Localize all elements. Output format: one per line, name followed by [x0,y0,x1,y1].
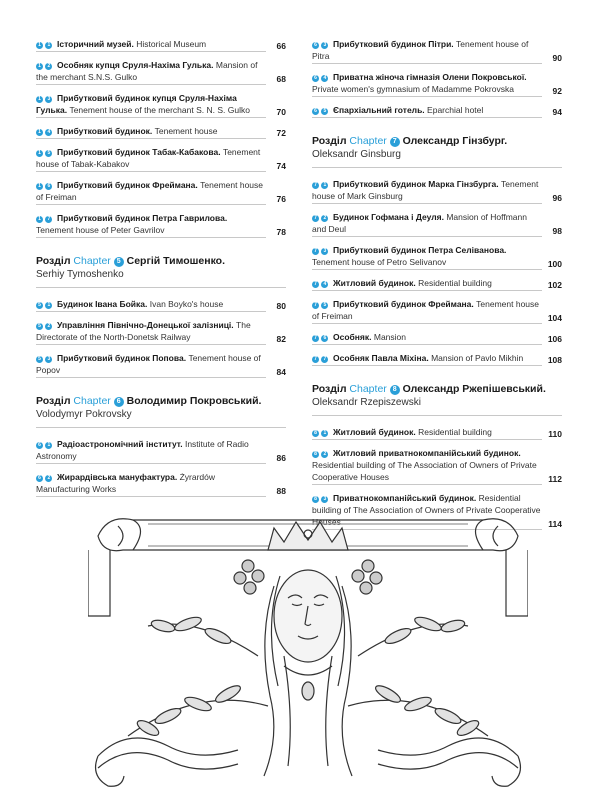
entry-title-ua: Будинок Івана Бойка. [57,299,148,309]
entry-title-en: Tenement house of Pitra [312,39,529,61]
entry-title-en: Tenement house of Mark Ginsburg [312,179,539,201]
toc-entry-text [312,331,542,343]
number-circle-icon: 4 [321,281,328,288]
chapter-author: Олександр Гінзбург. [402,135,508,147]
entry-title-en: Mansion of the merchant S.N.S. Gulko [36,60,258,82]
number-circle-icon: 8 [312,496,319,503]
chapter-word-ua: Розділ [312,135,347,147]
toc-entry[interactable] [36,352,286,378]
toc-entry-text [312,298,542,322]
entry-title-ua: Прибутковий будинок Попова. [57,353,187,363]
entry-title-ua: Прибутковий будинок. [57,126,153,136]
chapter-word-ua: Розділ [36,255,71,267]
number-circle-icon: 5 [36,302,43,309]
dotted-leader [36,377,266,378]
number-circle-icon: 2 [45,323,52,330]
number-circle-icon: 7 [312,281,319,288]
chapter-word-en: Chapter [73,395,111,407]
dotted-leader [36,463,266,464]
page-number: 104 [547,313,562,323]
chapter-heading [36,394,286,428]
number-circle-icon: 6 [312,108,319,115]
number-circle-icon: 7 [312,248,319,255]
entry-title-en: Mansion of Hoffmann and Deul [312,212,527,234]
number-circle-icon: 5 [321,302,328,309]
number-circle-icon: 3 [321,248,328,255]
toc-entry-text [312,38,542,62]
toc-entry-text [36,125,266,137]
number-circle-icon: 5 [321,108,328,115]
number-circle-icon: 1 [45,42,52,49]
entry-title-ua: Управління Північно-Донецької залізниці. [57,320,234,330]
chapter-heading [312,134,562,168]
page-number: 110 [548,429,562,439]
chapter-heading [36,254,286,288]
number-circle-icon: 2 [321,451,328,458]
entry-number [36,38,57,50]
entry-number [312,426,333,438]
toc-entry[interactable] [312,277,562,291]
entry-number [36,298,57,310]
page-number: 66 [276,41,286,51]
entry-title-en: Residential building of The Association of Owners of Private Cooperative Houses [312,460,537,482]
number-circle-icon: 3 [45,356,52,363]
toc-entry[interactable] [36,179,286,205]
number-circle-icon: 7 [312,182,319,189]
entry-title-ua: Прибутковий будинок Петра Селіванова. [333,245,507,255]
toc-entry-text [312,352,542,364]
chapter-title [312,134,562,148]
entry-title-ua: Жирардівська мануфактура. [57,472,178,482]
entry-number [36,125,57,137]
toc-entry[interactable] [36,38,286,52]
number-circle-icon: 3 [321,496,328,503]
entry-title-ua: Житловий приватнокомпанійський будинок. [333,448,521,458]
entry-title-en: Mansion [373,332,407,342]
number-circle-icon: 7 [45,216,52,223]
number-circle-icon: 1 [36,63,43,70]
page-number: 108 [547,355,562,365]
number-circle-icon: 2 [45,63,52,70]
dotted-leader [312,203,542,204]
number-circle-icon: 1 [45,442,52,449]
page-number: 96 [552,193,562,203]
entry-title-en: Tenement house of the merchant S. N. S. Gulko [69,105,250,115]
toc-entry-text [36,212,266,236]
chapter-title [36,394,286,408]
entry-title-ua: Прибутковий будинок Фреймана. [57,180,198,190]
chapter-title [36,254,286,268]
number-circle-icon: 6 [36,475,43,482]
entry-number [312,352,333,364]
toc-entry-text [36,298,266,310]
entry-title-ua: Прибутковий будинок Табак-Кабакова. [57,147,221,157]
number-circle-icon: 1 [45,302,52,309]
toc-entry[interactable] [36,212,286,238]
entry-title-en: Tenement house of Petro Selivanov [312,257,447,267]
chapter-author: Олександр Ржепішевський. [402,383,546,395]
entry-number [36,179,57,191]
toc-entry[interactable] [36,438,286,464]
page-number: 106 [547,334,562,344]
dotted-leader [312,439,542,440]
chapter-heading [312,382,562,416]
toc-entry[interactable] [312,178,562,204]
page-number: 98 [552,226,562,236]
toc-entry-text [36,38,266,50]
chapter-author-en: Volodymyr Pokrovsky [36,409,132,420]
toc-entry-text [312,447,542,483]
toc-entry-text [312,211,542,235]
entry-title-en: Institute of Radio Astronomy [36,439,249,461]
toc-entry[interactable] [312,331,562,345]
entry-title-ua: Особняк купця Сруля-Нахіма Гулька. [57,60,214,70]
number-circle-icon: 1 [36,96,43,103]
entry-number [36,92,57,104]
entry-number [36,212,57,224]
toc-entry[interactable] [312,244,562,270]
dotted-leader [312,323,542,324]
number-circle-icon: 1 [36,129,43,136]
toc-entry[interactable] [312,352,562,366]
number-circle-icon: 5 [36,356,43,363]
toc-entry[interactable] [312,447,562,485]
chapter-author-en: Oleksandr Rzepiszewski [312,397,421,408]
number-circle-icon: 5 [36,323,43,330]
number-circle-icon: 6 [321,335,328,342]
toc-entry[interactable] [36,298,286,312]
toc-entry-text [36,179,266,203]
page-number: 84 [276,367,286,377]
dotted-leader [36,496,266,497]
chapter-word-en: Chapter [73,255,111,267]
toc-entry[interactable] [312,298,562,324]
entry-number [36,438,57,450]
entry-title-ua: Прибутковий будинок купця Сруля-Нахіма Гулька. [36,93,237,115]
page-number: 76 [276,194,286,204]
dotted-leader [312,344,542,345]
dotted-leader [36,311,266,312]
chapter-word-ua: Розділ [312,383,347,395]
dotted-leader [312,96,542,97]
number-circle-icon: 3 [321,42,328,49]
entry-number [312,71,333,83]
entry-title-en: Eparchial hotel [427,105,484,115]
entry-number [36,59,57,71]
toc-entry[interactable] [312,71,562,97]
number-circle-icon: 8 [312,451,319,458]
dotted-leader [312,117,542,118]
entry-title-en: Residential building [418,278,492,288]
entry-number [312,298,333,310]
entry-title-en: Tenement house [154,126,218,136]
entry-title-en: Ivan Boyko's house [149,299,224,309]
number-circle-icon: 7 [321,356,328,363]
number-circle-icon: 4 [321,75,328,82]
toc-entry-text [36,319,266,343]
entry-title-ua: Житловий будинок. [333,278,416,288]
chapter-number-icon: 8 [390,385,400,395]
entry-title-ua: Прибутковий будинок Петра Гаврилова. [57,213,228,223]
entry-title-ua: Житловий будинок. [333,427,416,437]
page-number: 114 [548,519,562,529]
toc-entry[interactable] [36,471,286,497]
dotted-leader [36,51,266,52]
chapter-number-icon: 7 [390,137,400,147]
toc-entry-text [312,426,542,438]
entry-number [312,331,333,343]
entry-number [36,319,57,331]
entry-title-ua: Особняк Павла Міхіна. [333,353,429,363]
toc-entry-text [312,244,542,268]
entry-title-en: Tenement house of Popov [36,353,261,375]
entry-title-en: Residential building [418,427,492,437]
dotted-leader [36,138,266,139]
dotted-leader [36,344,266,345]
chapter-author: Володимир Покровський. [126,395,262,407]
number-circle-icon: 7 [312,215,319,222]
entry-title-ua: Історичний музей. [57,39,134,49]
entry-title-ua: Радіоастрономічний інститут. [57,439,183,449]
toc-entry-text [36,146,266,170]
chapter-word-en: Chapter [349,135,387,147]
entry-number [312,492,333,504]
toc-entry-text [312,277,542,289]
entry-number [312,104,333,116]
dotted-leader [312,365,542,366]
number-circle-icon: 1 [36,216,43,223]
entry-title-ua: Приватна жіноча гімназія Олени Покровської. [333,72,527,82]
entry-title-ua: Будинок Гофмана і Деуля. [333,212,444,222]
dotted-leader [312,484,542,485]
entry-title-en: Private women's gymnasium of Madamme Pokrovska [312,84,514,94]
page-number: 94 [552,107,562,117]
toc-entry-text [36,438,266,462]
entry-number [312,38,333,50]
toc-entry-text [36,59,266,83]
toc-entry[interactable] [312,211,562,237]
number-circle-icon: 1 [321,182,328,189]
page-number: 90 [552,53,562,63]
toc-entry-text [312,71,542,95]
entry-title-en: Tenement house of Freiman [36,180,264,202]
entry-number [312,447,333,459]
page-number: 86 [276,453,286,463]
entry-title-ua: Особняк. [333,332,372,342]
dotted-leader [36,171,266,172]
page-number: 72 [276,128,286,138]
entry-number [312,244,333,256]
entry-title-ua: Єпархіальний готель. [333,105,425,115]
dotted-leader [36,237,266,238]
toc-entry[interactable] [36,146,286,172]
entry-title-en: Żyrardów Manufacturing Works [36,472,216,494]
number-circle-icon: 1 [36,183,43,190]
page-number: 92 [552,86,562,96]
page-number: 82 [276,334,286,344]
toc-entry-text [36,352,266,376]
page-number: 102 [547,280,562,290]
toc-entry[interactable] [312,426,562,440]
toc-column-left [36,38,286,504]
dotted-leader [312,290,542,291]
chapter-word-en: Chapter [349,383,387,395]
toc-entry[interactable] [312,104,562,118]
page-number: 78 [276,227,286,237]
entry-number [36,471,57,483]
chapter-title [312,382,562,396]
entry-title-ua: Приватнокомпанійський будинок. [333,493,477,503]
entry-number [36,146,57,158]
toc-entry[interactable] [312,38,562,64]
toc-column-right [312,38,562,537]
number-circle-icon: 7 [312,302,319,309]
entry-title-en: Tenement house of Peter Gavrilov [36,225,165,235]
dotted-leader [36,204,266,205]
entry-title-en: The Directorate of the North-Donetsk Railway [36,320,251,342]
number-circle-icon: 1 [321,430,328,437]
chapter-number-icon: 5 [114,257,124,267]
dotted-leader [36,117,266,118]
dotted-leader [312,269,542,270]
page-number: 112 [548,474,562,484]
dotted-leader [312,236,542,237]
entry-title-en: Tenement house of Freiman [312,299,540,321]
number-circle-icon: 1 [36,42,43,49]
number-circle-icon: 6 [312,42,319,49]
number-circle-icon: 6 [45,183,52,190]
number-circle-icon: 8 [312,430,319,437]
number-circle-icon: 7 [312,356,319,363]
entry-title-ua: Прибутковий будинок Пітри. [333,39,454,49]
page-number: 70 [276,107,286,117]
dotted-leader [312,63,542,64]
toc-entry-text [36,92,266,116]
dotted-leader [36,84,266,85]
page-number: 88 [276,486,286,496]
number-circle-icon: 5 [45,150,52,157]
entry-title-en: Historical Museum [136,39,207,49]
page-number: 100 [547,259,562,269]
art-nouveau-face-ornament-icon [88,506,528,796]
chapter-author: Сергій Тимошенко. [126,255,226,267]
toc-entry-text [36,471,266,495]
entry-number [312,211,333,223]
toc-entry[interactable] [36,125,286,139]
page-number: 80 [276,301,286,311]
chapter-author-en: Serhiy Tymoshenko [36,269,124,280]
toc-entry[interactable] [36,319,286,345]
number-circle-icon: 4 [45,129,52,136]
toc-entry[interactable] [36,92,286,118]
toc-entry-text [312,104,542,116]
entry-title-ua: Прибутковий будинок Фреймана. [333,299,474,309]
entry-title-en: Tenement house of Tabak-Kabakov [36,147,261,169]
toc-entry-text [312,178,542,202]
entry-number [36,352,57,364]
chapter-word-ua: Розділ [36,395,71,407]
entry-number [312,277,333,289]
number-circle-icon: 2 [45,475,52,482]
entry-number [312,178,333,190]
number-circle-icon: 3 [45,96,52,103]
chapter-author-en: Oleksandr Ginsburg [312,149,401,160]
entry-title-en: Residential building of The Association of Owners of Private Cooperative Houses [312,493,541,527]
toc-entry[interactable] [36,59,286,85]
entry-title-en: Mansion of Pavlo Mikhin [431,353,524,363]
chapter-number-icon: 6 [114,397,124,407]
number-circle-icon: 6 [36,442,43,449]
page-number: 68 [276,74,286,84]
page-number: 74 [276,161,286,171]
number-circle-icon: 7 [312,335,319,342]
entry-title-ua: Прибутковий будинок Марка Гінзбурга. [333,179,499,189]
number-circle-icon: 1 [36,150,43,157]
number-circle-icon: 2 [321,215,328,222]
number-circle-icon: 6 [312,75,319,82]
